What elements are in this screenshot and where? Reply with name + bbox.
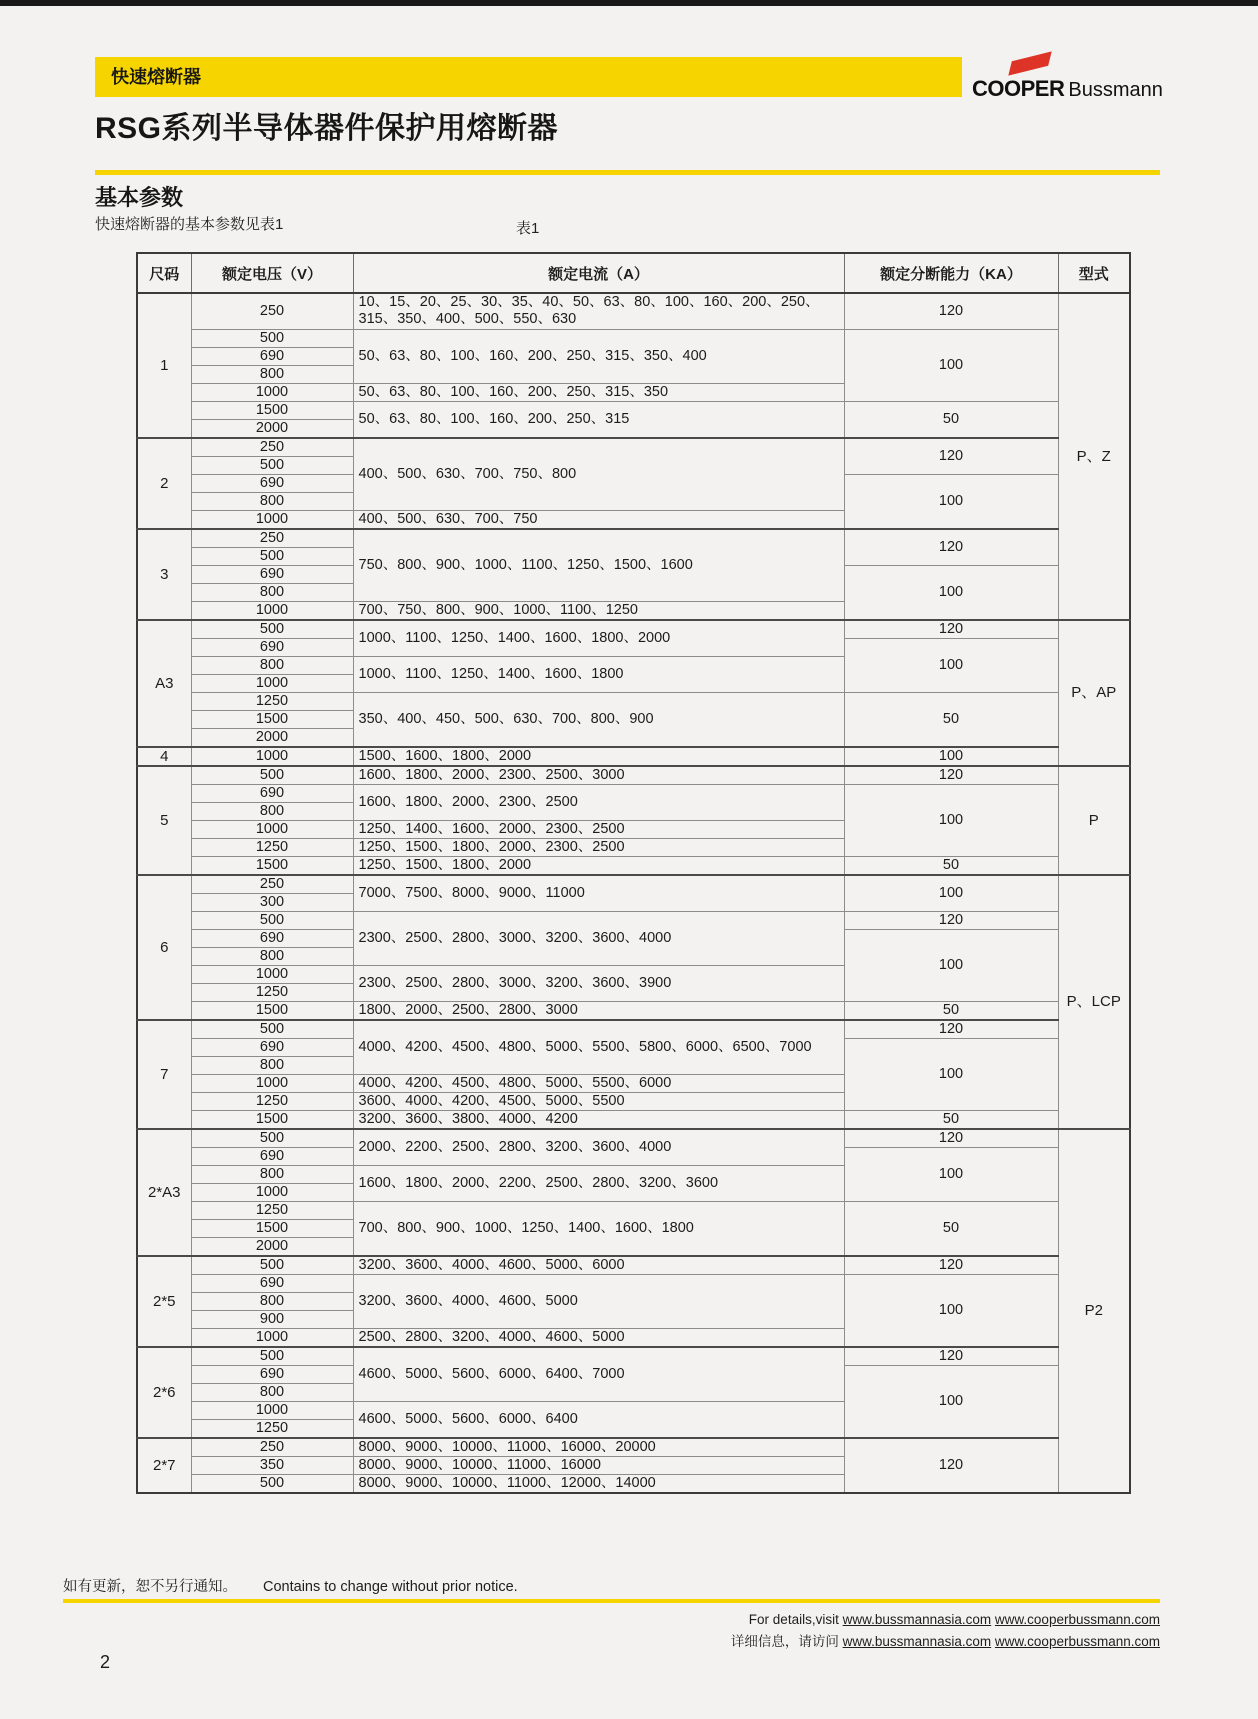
cell-current: 50、63、80、100、160、200、250、315、350 xyxy=(353,383,844,401)
link-cooperbussmann[interactable]: www.cooperbussmann.com xyxy=(994,1612,1160,1627)
cell-voltage: 690 xyxy=(191,929,353,947)
cell-voltage: 690 xyxy=(191,1038,353,1056)
cell-voltage: 800 xyxy=(191,656,353,674)
cell-voltage: 1250 xyxy=(191,1201,353,1219)
cell-voltage: 500 xyxy=(191,620,353,639)
cell-breaking-capacity: 100 xyxy=(844,1365,1058,1438)
cell-current: 3200、3600、3800、4000、4200 xyxy=(353,1110,844,1129)
col-header-breaking-capacity: 额定分断能力（KA） xyxy=(844,253,1058,293)
cell-voltage: 250 xyxy=(191,529,353,548)
cell-current: 1250、1400、1600、2000、2300、2500 xyxy=(353,820,844,838)
table-row xyxy=(137,1201,1130,1219)
table-row xyxy=(137,1347,1130,1366)
cell-breaking-capacity: 50 xyxy=(844,401,1058,438)
cell-current: 400、500、630、700、750 xyxy=(353,510,844,529)
cell-size: 2*5 xyxy=(137,1256,191,1347)
cell-voltage: 690 xyxy=(191,347,353,365)
table-row xyxy=(137,1110,1130,1129)
table-row xyxy=(137,401,1130,419)
link-cooperbussmann-cn[interactable]: www.cooperbussmann.com xyxy=(994,1634,1160,1650)
cell-size: 1 xyxy=(137,293,191,438)
table-row xyxy=(137,620,1130,639)
cell-current: 1800、2000、2500、2800、3000 xyxy=(353,1001,844,1020)
cell-breaking-capacity: 100 xyxy=(844,747,1058,766)
page-number: 2 xyxy=(100,1652,111,1672)
cell-voltage: 1000 xyxy=(191,383,353,401)
cell-breaking-capacity: 120 xyxy=(844,438,1058,475)
cell-breaking-capacity: 100 xyxy=(844,1038,1058,1110)
cell-voltage: 2000 xyxy=(191,419,353,438)
cell-breaking-capacity: 120 xyxy=(844,1438,1058,1493)
cell-breaking-capacity: 100 xyxy=(844,784,1058,856)
footer-line-1 xyxy=(731,1609,1160,1631)
footnote-cn: 如有更新，恕不另行通知。 xyxy=(63,1579,237,1595)
table-row xyxy=(137,293,1130,329)
category-banner xyxy=(95,57,962,97)
cell-size: 2*A3 xyxy=(137,1129,191,1256)
cell-size: 6 xyxy=(137,875,191,1020)
cell-voltage: 690 xyxy=(191,638,353,656)
cell-voltage: 1000 xyxy=(191,1401,353,1419)
link-bussmannasia[interactable]: www.bussmannasia.com xyxy=(842,1612,992,1627)
col-header-voltage: 额定电压（V） xyxy=(191,253,353,293)
cell-breaking-capacity: 100 xyxy=(844,875,1058,912)
cell-breaking-capacity: 50 xyxy=(844,692,1058,747)
cell-current: 2300、2500、2800、3000、3200、3600、3900 xyxy=(353,965,844,1001)
table-row xyxy=(137,438,1130,457)
cell-voltage: 1500 xyxy=(191,1001,353,1020)
cell-voltage: 500 xyxy=(191,456,353,474)
col-header-type: 型式 xyxy=(1058,253,1130,293)
table-caption: 表1 xyxy=(516,220,540,237)
cell-size: 5 xyxy=(137,766,191,875)
cell-voltage: 1000 xyxy=(191,510,353,529)
cell-voltage: 1000 xyxy=(191,601,353,620)
cooper-bussmann-logo xyxy=(972,54,1163,104)
cell-breaking-capacity: 120 xyxy=(844,529,1058,566)
cell-breaking-capacity: 120 xyxy=(844,1256,1058,1275)
table-row xyxy=(137,747,1130,766)
cell-voltage: 500 xyxy=(191,1474,353,1493)
table-row xyxy=(137,766,1130,785)
table-header-row xyxy=(137,253,1130,293)
cell-voltage: 1000 xyxy=(191,747,353,766)
footer-line-2 xyxy=(731,1631,1160,1653)
cell-size: 2*7 xyxy=(137,1438,191,1493)
table-row xyxy=(137,1129,1130,1148)
col-header-current: 额定电流（A） xyxy=(353,253,844,293)
cell-voltage: 500 xyxy=(191,1020,353,1039)
cell-voltage: 800 xyxy=(191,1383,353,1401)
cell-voltage: 350 xyxy=(191,1456,353,1474)
table-row xyxy=(137,911,1130,929)
cell-current: 1600、1800、2000、2300、2500 xyxy=(353,784,844,820)
cell-type: P、LCP xyxy=(1058,875,1130,1129)
cell-current: 700、800、900、1000、1250、1400、1600、1800 xyxy=(353,1201,844,1256)
cell-voltage: 1250 xyxy=(191,692,353,710)
cell-voltage: 1000 xyxy=(191,820,353,838)
cell-breaking-capacity: 100 xyxy=(844,474,1058,529)
cell-current: 4600、5000、5600、6000、6400、7000 xyxy=(353,1347,844,1402)
cell-breaking-capacity: 120 xyxy=(844,620,1058,639)
table-row xyxy=(137,856,1130,875)
cell-voltage: 500 xyxy=(191,1129,353,1148)
cell-size: A3 xyxy=(137,620,191,747)
yellow-rule-bottom xyxy=(63,1599,1160,1603)
cell-current: 1600、1800、2000、2300、2500、3000 xyxy=(353,766,844,785)
cell-current: 8000、9000、10000、11000、16000、20000 xyxy=(353,1438,844,1457)
cell-breaking-capacity: 100 xyxy=(844,565,1058,620)
table-row xyxy=(137,529,1130,548)
cell-current: 1000、1100、1250、1400、1600、1800、2000 xyxy=(353,620,844,657)
cell-voltage: 800 xyxy=(191,1165,353,1183)
table-row xyxy=(137,1438,1130,1457)
cell-type: P xyxy=(1058,766,1130,875)
logo-bussmann-text: Bussmann xyxy=(1068,79,1163,101)
scan-edge xyxy=(0,0,1258,6)
yellow-rule-top xyxy=(95,170,1160,175)
cell-voltage: 250 xyxy=(191,293,353,329)
cell-size: 2*6 xyxy=(137,1347,191,1438)
logo-flag-icon xyxy=(1008,51,1051,75)
cell-size: 2 xyxy=(137,438,191,529)
cell-current: 400、500、630、700、750、800 xyxy=(353,438,844,511)
cell-voltage: 1500 xyxy=(191,1110,353,1129)
cell-breaking-capacity: 50 xyxy=(844,1201,1058,1256)
cell-voltage: 1000 xyxy=(191,1328,353,1347)
cell-voltage: 800 xyxy=(191,365,353,383)
cell-voltage: 690 xyxy=(191,784,353,802)
cell-voltage: 500 xyxy=(191,1256,353,1275)
cell-voltage: 690 xyxy=(191,1147,353,1165)
section-note: 快速熔断器的基本参数见表1 xyxy=(95,216,284,233)
cell-voltage: 250 xyxy=(191,1438,353,1457)
cell-breaking-capacity: 100 xyxy=(844,1147,1058,1201)
cell-breaking-capacity: 120 xyxy=(844,766,1058,785)
table-row xyxy=(137,875,1130,894)
cell-breaking-capacity: 100 xyxy=(844,929,1058,1001)
cell-current: 8000、9000、10000、11000、16000 xyxy=(353,1456,844,1474)
table-row xyxy=(137,692,1130,710)
cell-current: 2300、2500、2800、3000、3200、3600、4000 xyxy=(353,911,844,965)
cell-breaking-capacity: 120 xyxy=(844,1347,1058,1366)
cell-current: 8000、9000、10000、11000、12000、14000 xyxy=(353,1474,844,1493)
cell-voltage: 1500 xyxy=(191,856,353,875)
table-row xyxy=(137,784,1130,802)
cell-breaking-capacity: 50 xyxy=(844,1001,1058,1020)
cell-voltage: 690 xyxy=(191,565,353,583)
cell-current: 700、750、800、900、1000、1100、1250 xyxy=(353,601,844,620)
cell-breaking-capacity: 100 xyxy=(844,1274,1058,1347)
cell-current: 1250、1500、1800、2000、2300、2500 xyxy=(353,838,844,856)
footnote-en: Contains to change without prior notice. xyxy=(263,1579,518,1595)
cell-current: 1500、1600、1800、2000 xyxy=(353,747,844,766)
footer-line1-prefix: For details,visit xyxy=(748,1612,839,1627)
cell-voltage: 800 xyxy=(191,1292,353,1310)
cell-voltage: 1000 xyxy=(191,1183,353,1201)
cell-voltage: 1250 xyxy=(191,1419,353,1438)
cell-current: 1600、1800、2000、2200、2500、2800、3200、3600 xyxy=(353,1165,844,1201)
table-row xyxy=(137,1256,1130,1275)
cell-current: 3600、4000、4200、4500、5000、5500 xyxy=(353,1092,844,1110)
cell-voltage: 1250 xyxy=(191,983,353,1001)
cell-voltage: 500 xyxy=(191,766,353,785)
cell-voltage: 690 xyxy=(191,1365,353,1383)
col-header-size: 尺码 xyxy=(137,253,191,293)
table-row xyxy=(137,329,1130,347)
cell-voltage: 800 xyxy=(191,947,353,965)
cell-voltage: 500 xyxy=(191,329,353,347)
cell-breaking-capacity: 50 xyxy=(844,856,1058,875)
cell-type: P2 xyxy=(1058,1129,1130,1493)
cell-current: 2500、2800、3200、4000、4600、5000 xyxy=(353,1328,844,1347)
link-bussmannasia-cn[interactable]: www.bussmannasia.com xyxy=(842,1634,992,1650)
parameters-table xyxy=(136,252,1131,1494)
cell-voltage: 800 xyxy=(191,1056,353,1074)
cell-voltage: 500 xyxy=(191,911,353,929)
cell-voltage: 500 xyxy=(191,1347,353,1366)
cell-voltage: 1500 xyxy=(191,710,353,728)
cell-current: 4000、4200、4500、4800、5000、5500、5800、6000、6500、7000 xyxy=(353,1020,844,1075)
cell-breaking-capacity: 120 xyxy=(844,1129,1058,1148)
cell-current: 7000、7500、8000、9000、11000 xyxy=(353,875,844,912)
footer-line2-prefix: 详细信息，请访问 xyxy=(730,1634,839,1650)
category-banner-label: 快速熔断器 xyxy=(111,67,201,87)
cell-breaking-capacity: 100 xyxy=(844,329,1058,401)
cell-current: 4600、5000、5600、6000、6400 xyxy=(353,1401,844,1438)
cell-voltage: 250 xyxy=(191,875,353,894)
cell-current: 3200、3600、4000、4600、5000 xyxy=(353,1274,844,1328)
cell-voltage: 2000 xyxy=(191,1237,353,1256)
cell-current: 2000、2200、2500、2800、3200、3600、4000 xyxy=(353,1129,844,1166)
footer-links xyxy=(731,1609,1160,1654)
cell-current: 4000、4200、4500、4800、5000、5500、6000 xyxy=(353,1074,844,1092)
cell-voltage: 1250 xyxy=(191,1092,353,1110)
cell-type: P、Z xyxy=(1058,293,1130,620)
cell-voltage: 800 xyxy=(191,583,353,601)
cell-breaking-capacity: 120 xyxy=(844,911,1058,929)
cell-current: 1250、1500、1800、2000 xyxy=(353,856,844,875)
cell-current: 350、400、450、500、630、700、800、900 xyxy=(353,692,844,747)
cell-voltage: 690 xyxy=(191,1274,353,1292)
cell-voltage: 1000 xyxy=(191,965,353,983)
logo-cooper-text: COOPER xyxy=(972,76,1065,101)
table-row xyxy=(137,1274,1130,1292)
cell-voltage: 300 xyxy=(191,893,353,911)
cell-current: 3200、3600、4000、4600、5000、6000 xyxy=(353,1256,844,1275)
page-title: RSG系列半导体器件保护用熔断器 xyxy=(95,112,559,145)
cell-size: 4 xyxy=(137,747,191,766)
table-row xyxy=(137,1001,1130,1020)
cell-breaking-capacity: 100 xyxy=(844,638,1058,692)
table-row xyxy=(137,1020,1130,1039)
cell-breaking-capacity: 50 xyxy=(844,1110,1058,1129)
cell-current: 50、63、80、100、160、200、250、315 xyxy=(353,401,844,438)
cell-voltage: 1250 xyxy=(191,838,353,856)
cell-current: 10、15、20、25、30、35、40、50、63、80、100、160、200、250、315、350、400、500、550、630 xyxy=(353,293,844,329)
cell-type: P、AP xyxy=(1058,620,1130,766)
cell-current: 750、800、900、1000、1100、1250、1500、1600 xyxy=(353,529,844,602)
cell-voltage: 1000 xyxy=(191,1074,353,1092)
cell-voltage: 1500 xyxy=(191,401,353,419)
cell-voltage: 500 xyxy=(191,547,353,565)
cell-breaking-capacity: 120 xyxy=(844,1020,1058,1039)
cell-voltage: 800 xyxy=(191,492,353,510)
cell-voltage: 250 xyxy=(191,438,353,457)
cell-current: 1000、1100、1250、1400、1600、1800 xyxy=(353,656,844,692)
cell-voltage: 2000 xyxy=(191,728,353,747)
cell-breaking-capacity: 120 xyxy=(844,293,1058,329)
section-heading: 基本参数 xyxy=(95,185,184,210)
cell-current: 50、63、80、100、160、200、250、315、350、400 xyxy=(353,329,844,383)
cell-size: 7 xyxy=(137,1020,191,1129)
footnote xyxy=(63,1575,518,1596)
cell-voltage: 690 xyxy=(191,474,353,492)
cell-voltage: 1500 xyxy=(191,1219,353,1237)
cell-voltage: 900 xyxy=(191,1310,353,1328)
cell-voltage: 1000 xyxy=(191,674,353,692)
cell-voltage: 800 xyxy=(191,802,353,820)
cell-size: 3 xyxy=(137,529,191,620)
